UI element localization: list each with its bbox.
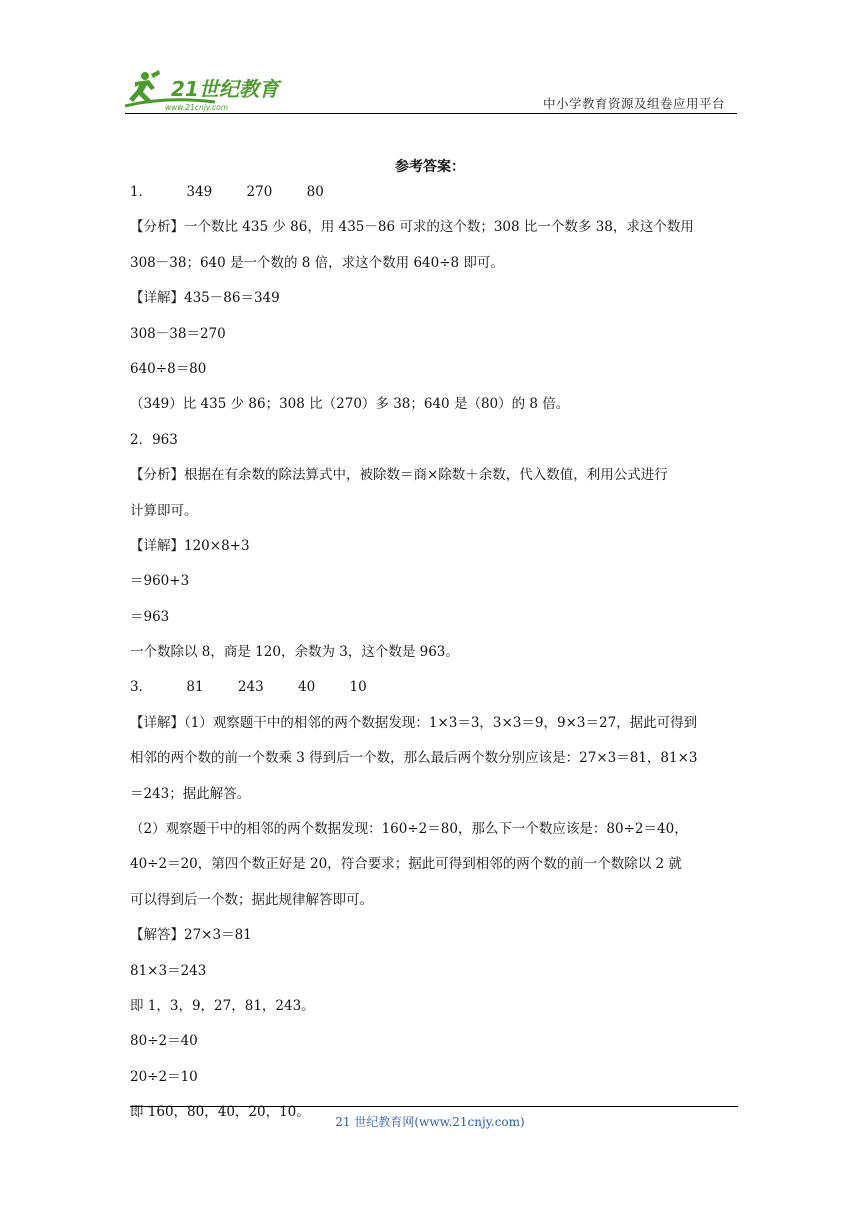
site-logo (125, 66, 295, 114)
answer-3-detail-2: （2）观察题干中的相邻的两个数据发现：160÷2＝80，那么下一个数应该是：80÷2＝40， (130, 821, 688, 838)
platform-name: 中小学教育资源及组卷应用平台 (542, 96, 725, 111)
answer-3-step-2: 81×3＝243 (130, 962, 207, 979)
answer-3-solution: 【解答】27×3＝81 (130, 927, 252, 944)
answer-3-step-4: 20÷2＝10 (130, 1068, 198, 1085)
answer-3-detail-2-end: 可以得到后一个数；据此规律解答即可。 (130, 891, 373, 908)
logo-url: www.21cnjy.com (165, 103, 229, 112)
answer-3-sequence-1: 即 1，3，9，27，81，243。 (130, 997, 315, 1014)
footer-link[interactable]: 21 世纪教育网(www.21cnjy.com) (335, 1115, 525, 1129)
answer-2-result: 2．963 (130, 431, 178, 448)
answer-1-result: 1． 349 270 80 (130, 184, 324, 200)
answer-3-detail-1-end: ＝243；据此解答。 (130, 785, 251, 802)
answer-2-detail: 【详解】120×8+3 (130, 537, 250, 554)
answer-2-analysis: 【分析】根据在有余数的除法算式中，被除数＝商×除数＋余数，代入数值，利用公式进行 (130, 467, 668, 484)
answer-1-conclusion: （349）比 435 少 86；308 比（270）多 38；640 是（80）的 8 倍。 (130, 396, 570, 413)
answer-2-step-2: ＝960+3 (130, 573, 190, 590)
answer-3-step-3: 80÷2＝40 (130, 1033, 198, 1050)
answer-1-step-2: 308－38＝270 (130, 325, 226, 342)
answer-1-detail: 【详解】435－86＝349 (130, 290, 280, 307)
answer-3-result: 3． 81 243 40 10 (130, 679, 367, 696)
answer-1-step-3: 640÷8＝80 (130, 360, 207, 377)
page-header (125, 66, 737, 118)
answer-3-detail-1-cont: 相邻的两个数的前一个数乘 3 得到后一个数，那么最后两个数分别应该是：27×3＝81，81×3 (130, 750, 698, 767)
answer-2-analysis-cont: 计算即可。 (130, 502, 198, 519)
logo-text: 21世纪教育 (171, 77, 279, 101)
header-divider (125, 113, 737, 114)
answer-1-analysis: 【分析】一个数比 435 少 86，用 435－86 可求的这个数；308 比一个数多 38，求这个数用 (130, 219, 694, 236)
footer-divider (130, 1106, 738, 1107)
answer-3-sequence-2: 即 160，80，40，20，10。 (130, 1104, 310, 1121)
answer-content (130, 180, 738, 1136)
page-title: 参考答案： (395, 159, 465, 175)
answer-2-conclusion: 一个数除以 8，商是 120，余数为 3，这个数是 963。 (130, 644, 459, 661)
answer-3-detail-1: 【详解】（1）观察题干中的相邻的两个数据发现：1×3＝3，3×3＝9，9×3＝27，据此可得到 (130, 714, 698, 731)
answer-3-detail-2-cont: 40÷2＝20，第四个数正好是 20，符合要求；据此可得到相邻的两个数的前一个数除以 2 就 (130, 856, 682, 873)
answer-1-analysis-cont: 308－38；640 是一个数的 8 倍，求这个数用 640÷8 即可。 (130, 254, 504, 271)
answer-2-step-3: ＝963 (130, 608, 170, 625)
